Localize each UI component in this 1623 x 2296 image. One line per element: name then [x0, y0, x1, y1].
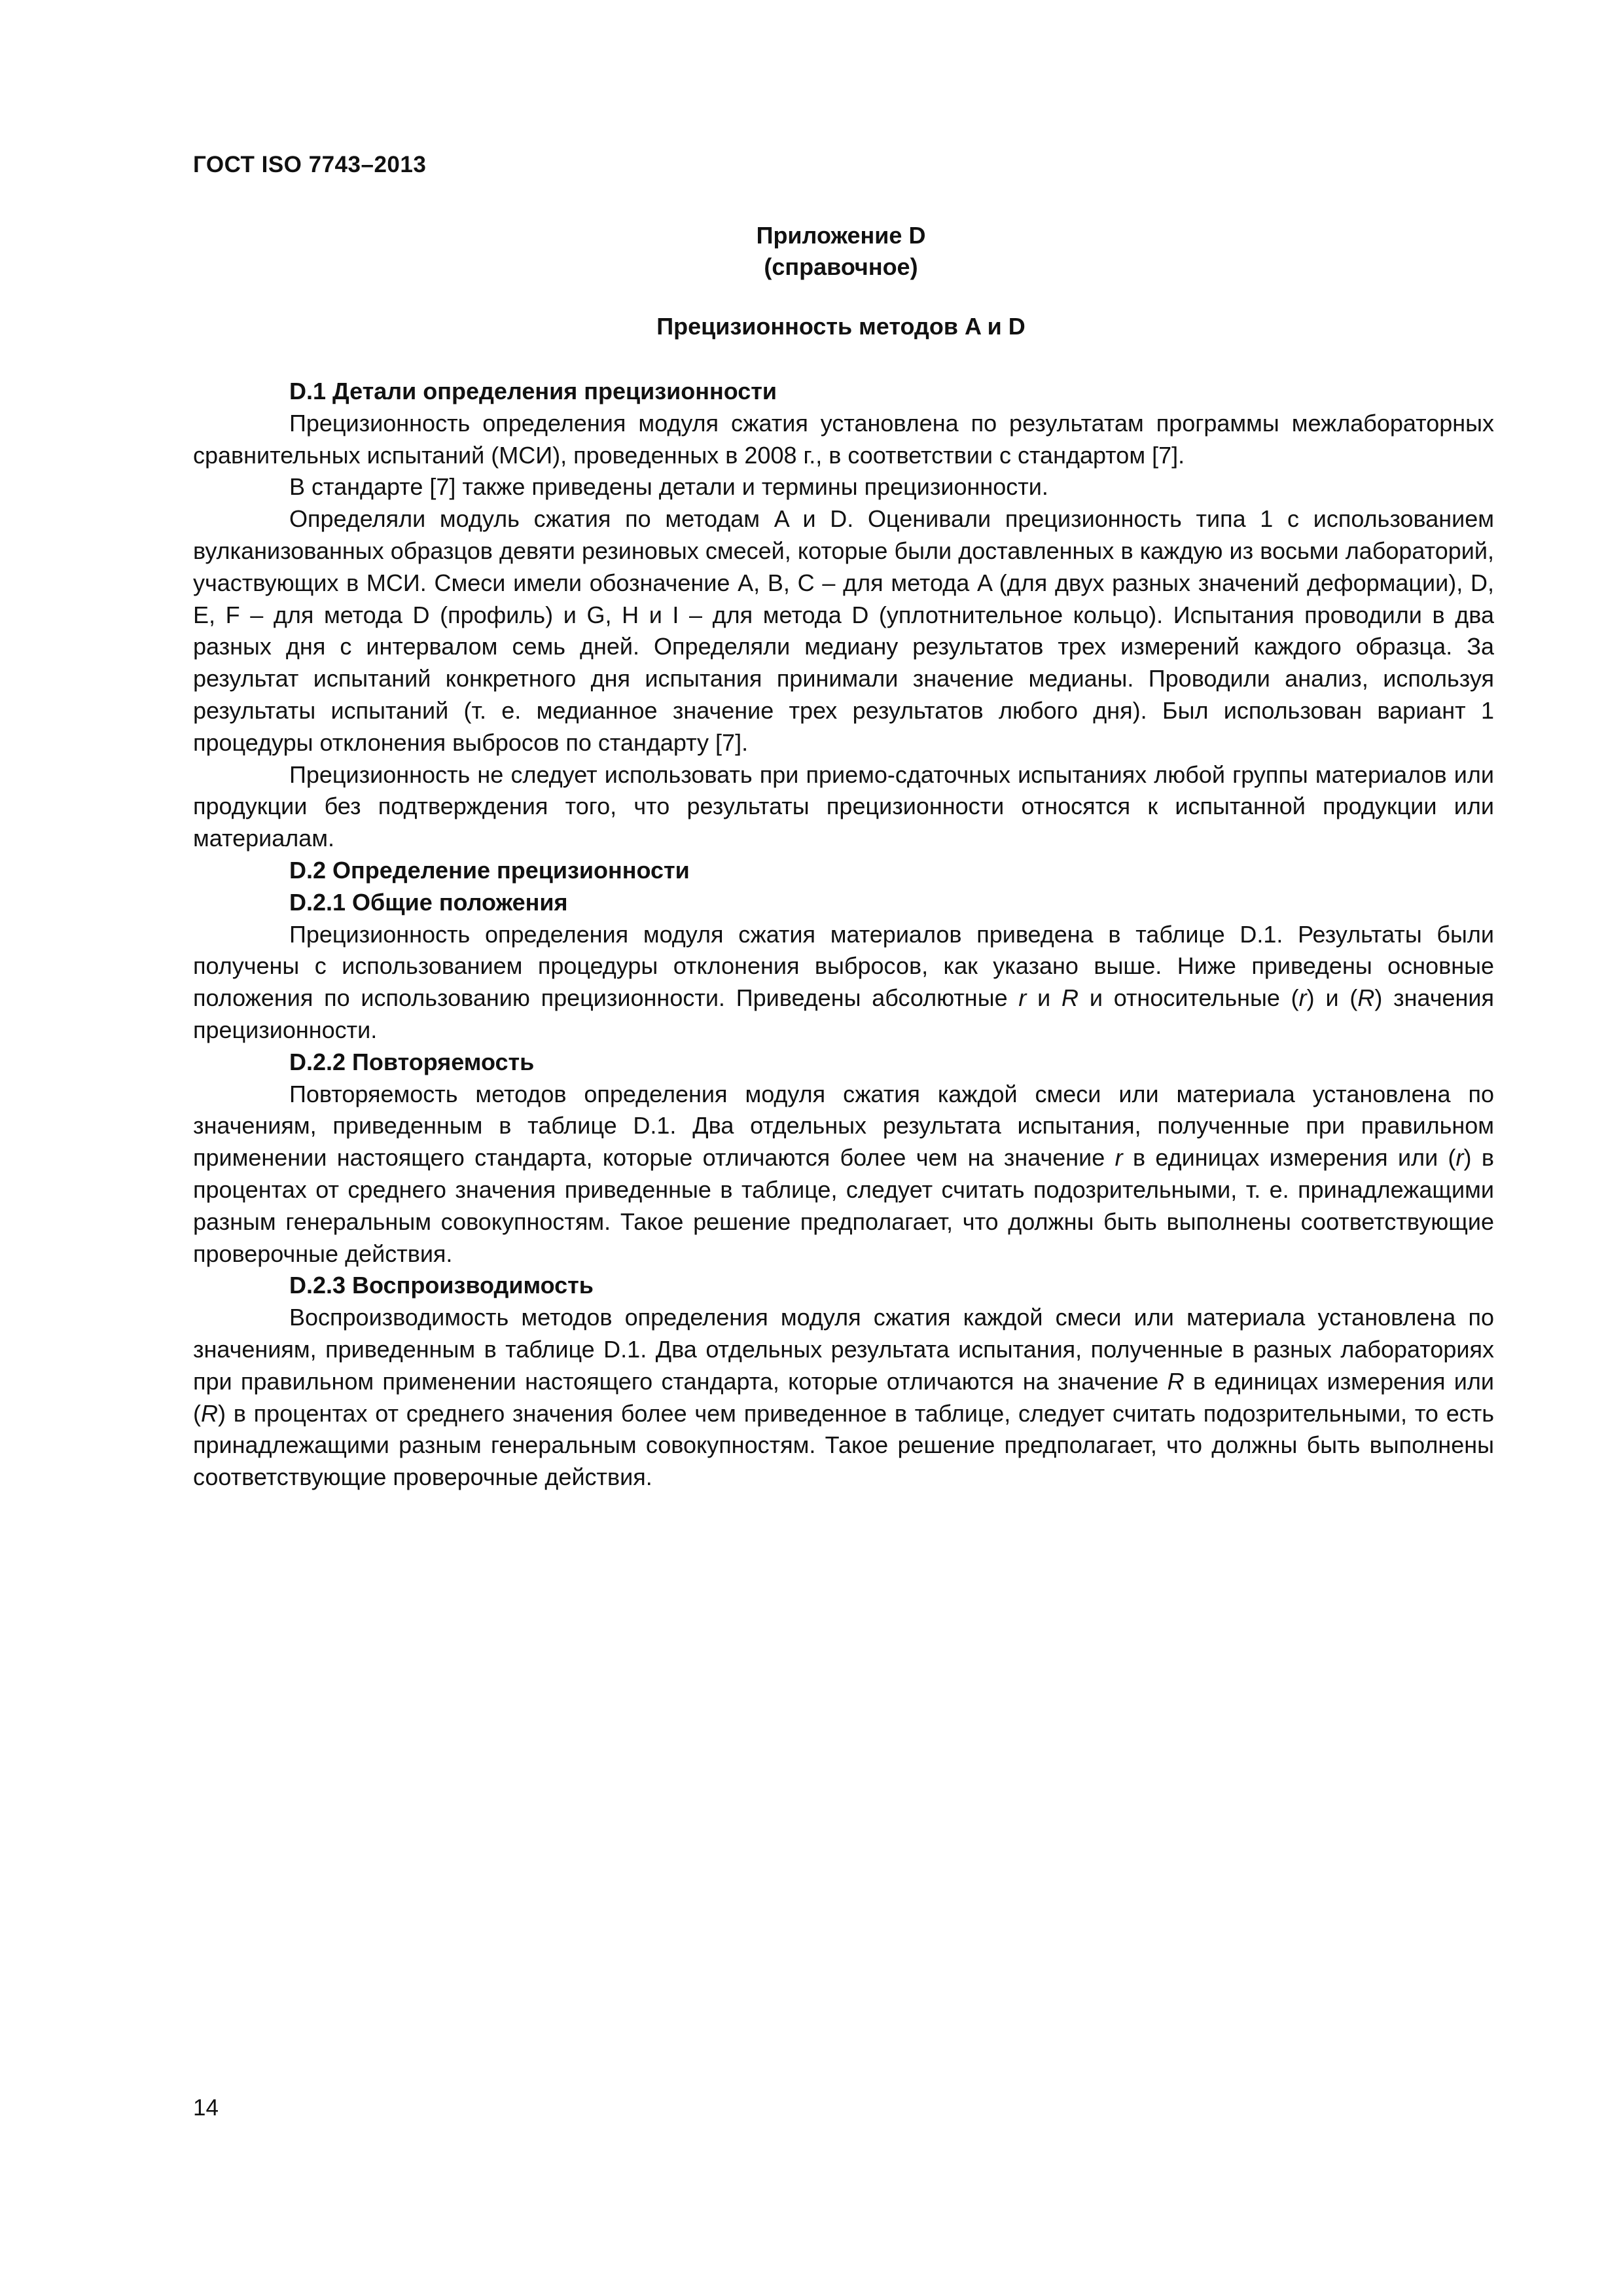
paragraph	[193, 1302, 1494, 1494]
text-run: в единицах измерения или (	[1122, 1144, 1456, 1172]
symbol-R: R	[201, 1399, 218, 1427]
paragraph	[193, 1079, 1494, 1270]
appendix-label: Приложение D	[756, 222, 926, 249]
text-run: в единицах измерения или (	[193, 1367, 1494, 1427]
text-run: ) значения прецизионности.	[193, 984, 1494, 1043]
section-heading-d2: D.2 Определение прецизионности	[289, 856, 690, 884]
text-run: Воспроизводимость методов определения модуля сжатия каждой смеси или материала установлена по значениям, приведенным в таблице D.1. Два отдельных результата испытания, полученные в разных лабораториях при правильном применении настоящего стандарта, которые отличаются на значение	[193, 1304, 1494, 1395]
text-run: ) в процентах от среднего значения приведенные в таблице, следует считать подозрительными, т. е. принадлежащими разным генеральным совокупностям. Такое решение предполагает, что должны быть выполнены соответствующие проверочные действия.	[193, 1144, 1494, 1267]
section-heading-d21: D.2.1 Общие положения	[289, 888, 568, 916]
symbol-R: R	[1061, 984, 1079, 1012]
text-run: Прецизионность определения модуля сжатия материалов приведена в таблице D.1. Результаты были получены с использованием процедуры отклонения выбросов, как указано выше. Ниже приведены основные положения по использованию прецизионности. Приведены абсолютные	[193, 920, 1494, 1012]
paragraph: Определяли модуль сжатия по методам A и D. Оценивали прецизионность типа 1 с использованием вулканизованных образцов девяти резиновых смесей, которые были доставленных в каждую из восьми лабораторий, участвующих в МСИ. Смеси имели обозначение A, B, C – для метода A (для двух разных значений деформации), D, E, F – для метода D (профиль) и G, H и I – для метода D (уплотнительное кольцо). Испытания проводили в два разных дня с интервалом семь дней. Определяли медиану результатов трех измерений каждого образца. За результат испытаний конкретного дня испытания принимали значение медианы. Проводили анализ, используя результаты испытаний (т. е. медианное значение трех результатов любого дня). Был использован вариант 1 процедуры отклонения выбросов по стандарту [7].	[193, 505, 1494, 756]
document-header: ГОСТ ISO 7743–2013	[193, 152, 427, 177]
appendix-type: (справочное)	[764, 253, 918, 280]
page-number: 14	[193, 2095, 219, 2121]
text-run: ) и (	[1306, 984, 1358, 1012]
paragraph: Прецизионность определения модуля сжатия установлена по результатам программы межлабораторных сравнительных испытаний (МСИ), проведенных в 2008 г., в соответствии с стандартом [7].	[193, 409, 1494, 469]
text-run: Повторяемость методов определения модуля сжатия каждой смеси или материала установлена по значениям, приведенным в таблице D.1. Два отдельных результата испытания, полученные при правильном применении настоящего стандарта, которые отличаются более чем на значение	[193, 1080, 1494, 1172]
appendix-heading: Прецизионность методов A и D	[656, 313, 1026, 340]
paragraph	[193, 919, 1494, 1047]
symbol-r: r	[1115, 1144, 1123, 1172]
section-heading-d1: D.1 Детали определения прецизионности	[289, 378, 777, 404]
text-run: ) в процентах от среднего значения более чем приведенное в таблице, следует считать подозрительными, то есть принадлежащими разным генеральным совокупностям. Такое решение предполагает, что должны быть выполнены соответствующие проверочные действия.	[193, 1399, 1494, 1491]
symbol-r: r	[1018, 984, 1027, 1012]
appendix-title-block	[0, 220, 1623, 283]
text-run: и	[1026, 984, 1062, 1012]
document-body	[193, 376, 1494, 1494]
symbol-R: R	[1357, 984, 1375, 1012]
text-run: и относительные (	[1079, 984, 1299, 1012]
symbol-R: R	[1167, 1367, 1185, 1395]
section-heading-d23: D.2.3 Воспроизводимость	[289, 1272, 594, 1299]
symbol-r: r	[1455, 1144, 1464, 1172]
paragraph: Прецизионность не следует использовать при приемо-сдаточных испытаниях любой группы материалов или продукции без подтверждения того, что результаты прецизионности относятся к испытанной продукции или материалам.	[193, 761, 1494, 852]
paragraph: В стандарте [7] также приведены детали и термины прецизионности.	[289, 473, 1048, 501]
section-heading-d22: D.2.2 Повторяемость	[289, 1048, 535, 1075]
symbol-r: r	[1298, 984, 1307, 1012]
